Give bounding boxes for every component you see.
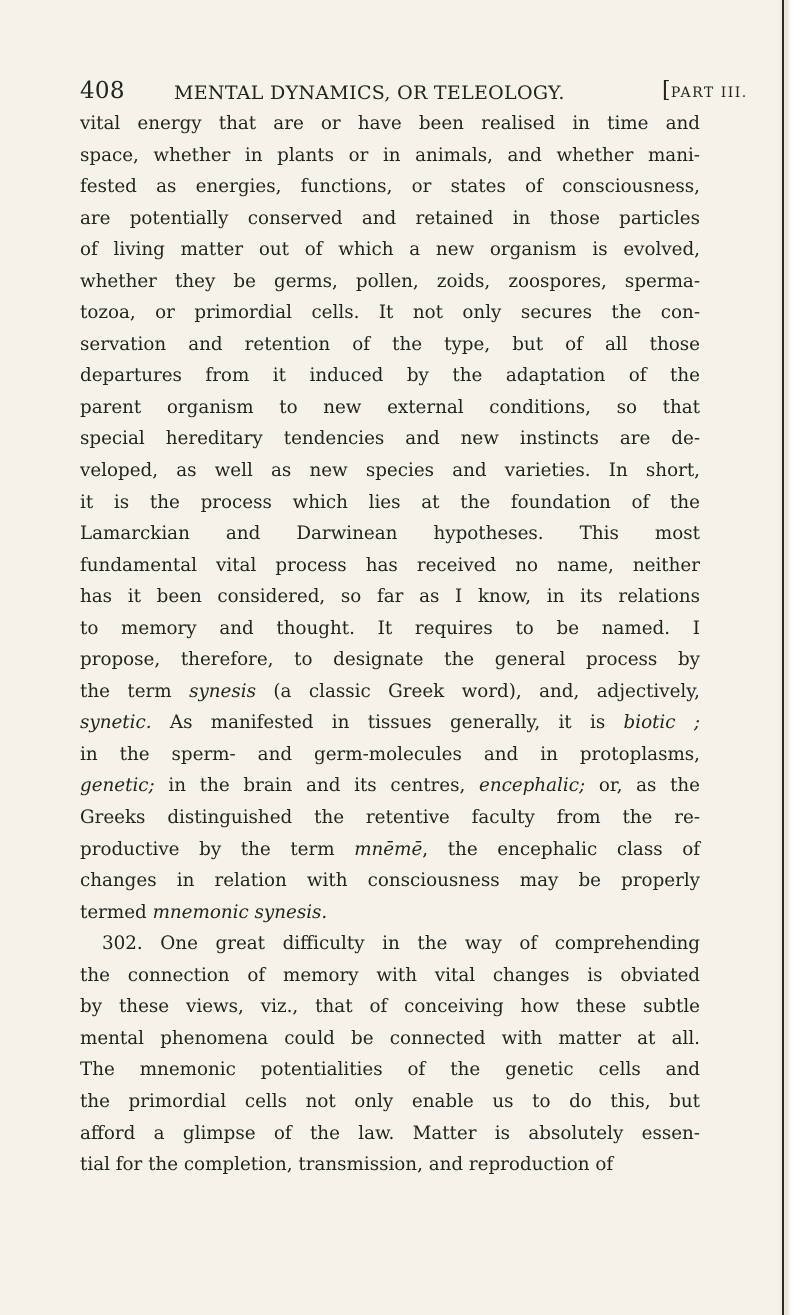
- text-line: [80, 455, 700, 487]
- text-line: [80, 108, 700, 140]
- text-line: [80, 739, 700, 771]
- text-line: [80, 487, 700, 519]
- text-segment: (a classic Greek word), and, adjectively,: [255, 680, 700, 702]
- text-segment: has it been considered, so far as I know, in its relations: [80, 586, 700, 608]
- part-label: [662, 78, 748, 103]
- text-line: [80, 1023, 700, 1055]
- text-segment: productive by the term: [80, 838, 355, 860]
- text-segment: propose, therefore, to designate the general process by: [80, 649, 700, 671]
- text-segment: servation and retention of the type, but of all those: [80, 333, 700, 355]
- text-segment: , the encephalic class of: [422, 838, 700, 860]
- text-line: [80, 171, 700, 203]
- italic-term: synesis: [189, 680, 256, 702]
- page-number: 408: [80, 78, 125, 104]
- text-line: [80, 707, 700, 739]
- text-segment: fundamental vital process has received no name, neither: [80, 554, 700, 576]
- italic-term: mnemonic synesis.: [152, 901, 328, 923]
- running-title: MENTAL DYNAMICS, OR TELEOLOGY.: [174, 82, 565, 104]
- text-line: [80, 550, 700, 582]
- text-line: [80, 1149, 700, 1181]
- text-line: [80, 329, 700, 361]
- italic-term: mnēmē: [354, 838, 423, 860]
- text-segment: departures from it induced by the adaptation of the: [80, 365, 700, 387]
- text-line: [80, 770, 700, 802]
- text-segment: tial for the completion, transmission, and reproduction of: [80, 1154, 614, 1176]
- text-line: [80, 234, 700, 266]
- text-segment: it is the process which lies at the foundation of the: [80, 491, 700, 513]
- text-segment: termed: [80, 901, 153, 923]
- text-segment: the term: [80, 680, 190, 702]
- part-bracket: [: [662, 78, 671, 103]
- text-segment: veloped, as well as new species and varieties. In short,: [80, 460, 700, 482]
- text-segment: fested as energies, functions, or states of consciousness,: [80, 176, 700, 198]
- text-line: [80, 581, 700, 613]
- text-segment: space, whether in plants or in animals, and whether mani-: [80, 144, 700, 166]
- text-line: [80, 392, 700, 424]
- text-line: [80, 960, 700, 992]
- text-line: [80, 423, 700, 455]
- text-line: [80, 991, 700, 1023]
- text-segment: in the brain and its centres,: [154, 775, 480, 797]
- text-segment: or, as the: [585, 775, 701, 797]
- italic-term: encephalic;: [479, 775, 586, 797]
- text-segment: the primordial cells not only enable us to do this, but: [80, 1090, 700, 1112]
- text-line: [80, 360, 700, 392]
- text-line: [80, 644, 700, 676]
- text-segment: in the sperm- and germ-molecules and in protoplasms,: [80, 743, 700, 765]
- text-line: [80, 1086, 700, 1118]
- text-line: [80, 203, 700, 235]
- text-segment: tozoa, or primordial cells. It not only secures the con-: [80, 302, 700, 324]
- text-segment: Greeks distinguished the retentive faculty from the re-: [80, 807, 700, 829]
- text-line: [80, 928, 700, 960]
- text-line: [80, 140, 700, 172]
- text-segment: of living matter out of which a new organism is evolved,: [80, 239, 700, 261]
- text-segment: the connection of memory with vital changes is obviated: [80, 964, 700, 986]
- text-segment: parent organism to new external conditions, so that: [80, 396, 700, 418]
- text-line: [80, 802, 700, 834]
- text-line: [80, 613, 700, 645]
- text-segment: whether they be germs, pollen, zoids, zoospores, sperma-: [80, 270, 700, 292]
- text-segment: mental phenomena could be connected with matter at all.: [80, 1027, 700, 1049]
- text-segment: As manifested in tissues generally, it is: [151, 712, 624, 734]
- text-line: [80, 1118, 700, 1150]
- italic-term: biotic ;: [623, 712, 700, 734]
- text-segment: Lamarckian and Darwinean hypotheses. This most: [80, 523, 700, 545]
- body-text: [80, 108, 700, 1181]
- text-segment: by these views, viz., that of conceiving how these subtle: [80, 996, 700, 1018]
- part-text: PART III.: [670, 85, 748, 101]
- text-line: [80, 834, 700, 866]
- text-segment: afford a glimpse of the law. Matter is absolutely essen-: [80, 1122, 700, 1144]
- text-segment: changes in relation with consciousness may be properly: [80, 870, 700, 892]
- text-line: [80, 676, 700, 708]
- text-segment: to memory and thought. It requires to be named. I: [80, 617, 700, 639]
- text-line: [80, 518, 700, 550]
- text-line: [80, 297, 700, 329]
- text-segment: are potentially conserved and retained in those particles: [80, 207, 700, 229]
- text-segment: The mnemonic potentialities of the genetic cells and: [80, 1059, 700, 1081]
- italic-term: genetic;: [80, 775, 155, 797]
- text-segment: 302. One great difficulty in the way of comprehending: [102, 933, 700, 955]
- italic-term: synetic.: [80, 712, 152, 734]
- text-segment: special hereditary tendencies and new instincts are de-: [80, 428, 700, 450]
- text-line: [80, 865, 700, 897]
- text-line: [80, 266, 700, 298]
- page-edge-line: [782, 0, 784, 1315]
- text-line: [80, 1054, 700, 1086]
- text-segment: vital energy that are or have been realised in time and: [80, 113, 700, 134]
- text-line: [80, 897, 700, 929]
